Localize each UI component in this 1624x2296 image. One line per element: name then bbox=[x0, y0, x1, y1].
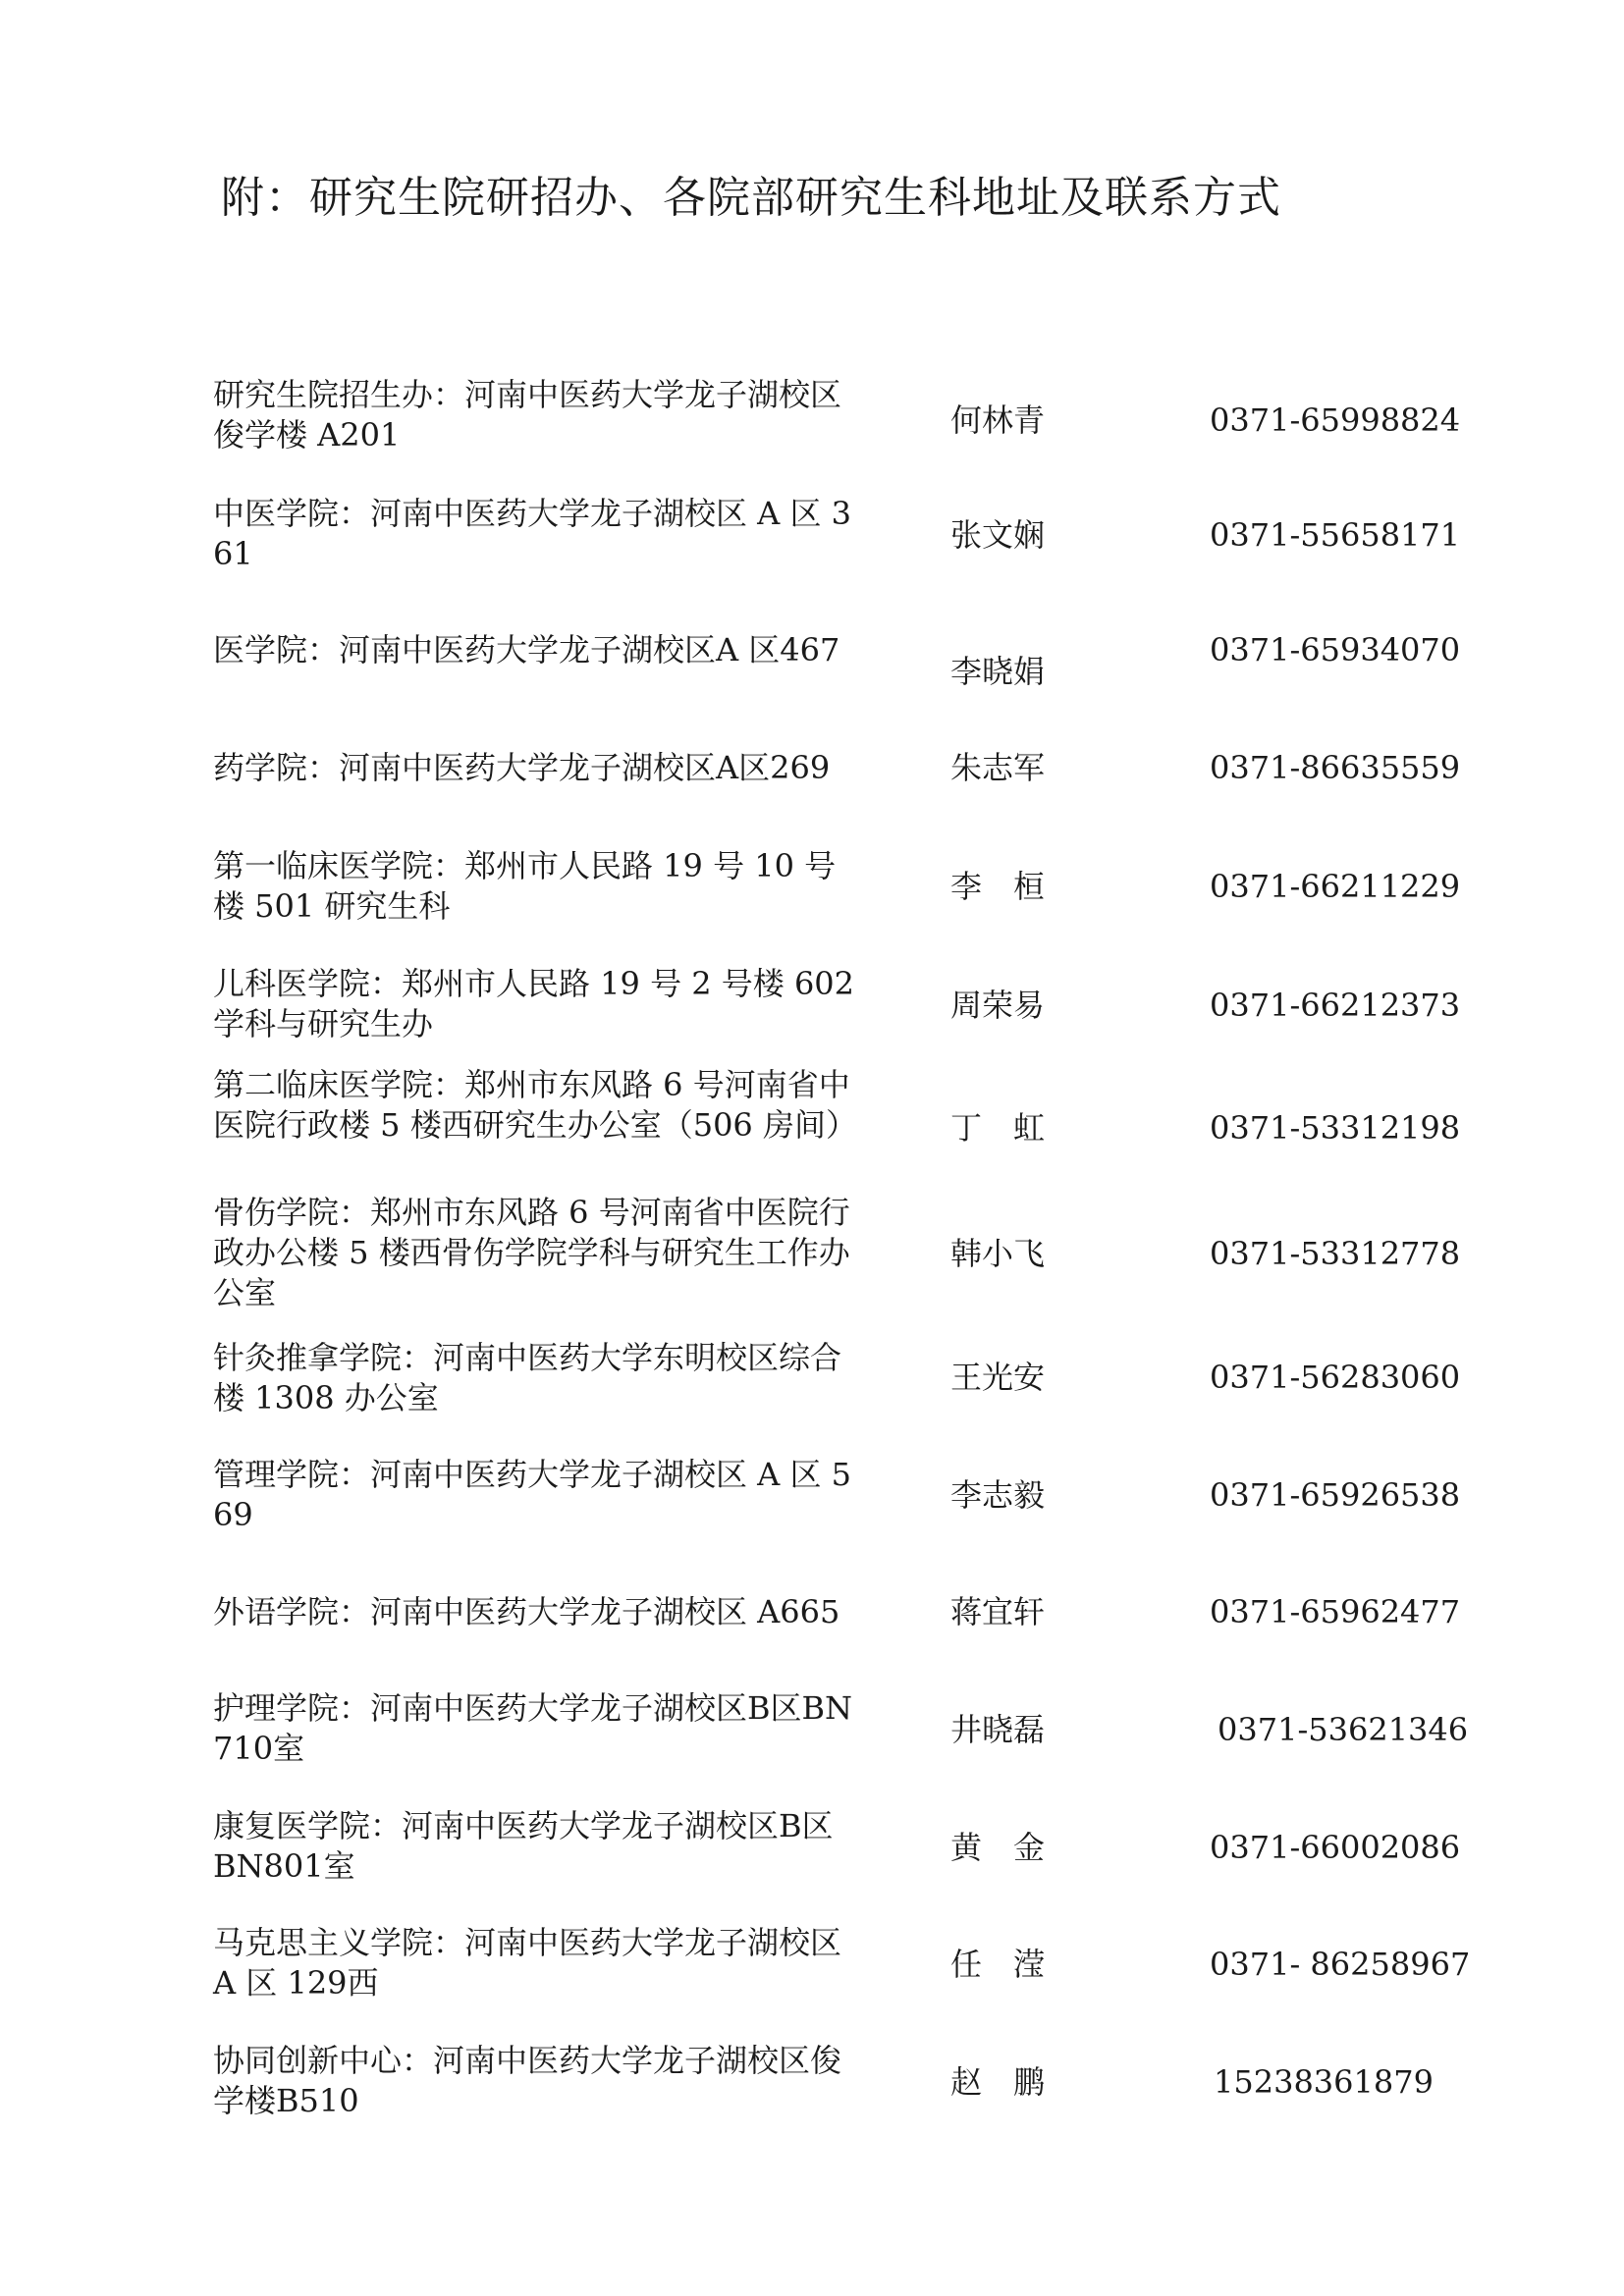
contact-person: 张文娴 bbox=[950, 516, 1046, 554]
contact-person: 李志毅 bbox=[950, 1476, 1046, 1514]
phone-number: 0371-65998824 bbox=[1210, 401, 1461, 439]
contact-person: 井晓磊 bbox=[950, 1711, 1046, 1748]
contact-person: 李晓娟 bbox=[950, 653, 1046, 690]
contact-person: 任 滢 bbox=[950, 1946, 1046, 1983]
office-address: 管理学院：河南中医药大学龙子湖校区 A 区 569 bbox=[213, 1456, 851, 1533]
contact-person: 李 桓 bbox=[950, 868, 1046, 905]
phone-number: 0371-53621346 bbox=[1218, 1711, 1469, 1748]
phone-number: 0371-55658171 bbox=[1210, 516, 1461, 554]
office-address: 马克思主义学院：河南中医药大学龙子湖校区 A 区 129西 bbox=[213, 1924, 842, 2002]
office-address: 儿科医学院：郑州市人民路 19 号 2 号楼 602 学科与研究生办 bbox=[213, 965, 855, 1042]
office-address: 骨伤学院：郑州市东风路 6 号河南省中医院行政办公楼 5 楼西骨伤学院学科与研究生工作办公室 bbox=[213, 1194, 850, 1311]
contact-person: 韩小飞 bbox=[950, 1235, 1046, 1272]
office-address: 康复医学院：河南中医药大学龙子湖校区B区BN801室 bbox=[213, 1807, 834, 1885]
phone-number: 0371-56283060 bbox=[1210, 1359, 1461, 1396]
phone-number: 0371-86635559 bbox=[1210, 749, 1461, 786]
phone-number: 0371-65934070 bbox=[1210, 631, 1461, 668]
page-title: 附：研究生院研招办、各院部研究生科地址及联系方式 bbox=[221, 173, 1281, 223]
phone-number: 0371-65962477 bbox=[1210, 1593, 1461, 1630]
office-address: 中医学院：河南中医药大学龙子湖校区 A 区 361 bbox=[213, 495, 851, 572]
contact-person: 何林青 bbox=[950, 401, 1046, 439]
office-address: 第二临床医学院：郑州市东风路 6 号河南省中医院行政楼 5 楼西研究生办公室（506 房间） bbox=[213, 1066, 857, 1144]
contact-person: 王光安 bbox=[950, 1359, 1046, 1396]
contact-person: 周荣易 bbox=[950, 987, 1046, 1024]
office-address: 研究生院招生办：河南中医药大学龙子湖校区俊学楼 A201 bbox=[213, 376, 842, 454]
office-address: 协同创新中心：河南中医药大学龙子湖校区俊学楼B510 bbox=[213, 2042, 842, 2119]
contact-person: 黄 金 bbox=[950, 1829, 1046, 1866]
office-address: 药学院：河南中医药大学龙子湖校区A区269 bbox=[213, 749, 831, 786]
phone-number: 0371- 86258967 bbox=[1210, 1946, 1471, 1983]
phone-number: 0371-66002086 bbox=[1210, 1829, 1461, 1866]
contact-person: 蒋宜轩 bbox=[950, 1593, 1046, 1630]
phone-number: 0371-66212373 bbox=[1210, 987, 1461, 1024]
phone-number: 0371-53312198 bbox=[1210, 1109, 1461, 1147]
phone-number: 0371-66211229 bbox=[1210, 868, 1461, 905]
office-address: 护理学院：河南中医药大学龙子湖校区B区BN710室 bbox=[213, 1689, 853, 1767]
contact-person: 赵 鹏 bbox=[950, 2063, 1046, 2101]
phone-number: 0371-53312778 bbox=[1210, 1235, 1461, 1272]
phone-number: 15238361879 bbox=[1214, 2063, 1434, 2101]
phone-number: 0371-65926538 bbox=[1210, 1476, 1461, 1514]
office-address: 针灸推拿学院：河南中医药大学东明校区综合楼 1308 办公室 bbox=[213, 1339, 842, 1416]
contact-person: 丁 虹 bbox=[950, 1109, 1046, 1147]
office-address: 外语学院：河南中医药大学龙子湖校区 A665 bbox=[213, 1593, 840, 1630]
contact-person: 朱志军 bbox=[950, 749, 1046, 786]
office-address: 医学院：河南中医药大学龙子湖校区A 区467 bbox=[213, 631, 840, 668]
office-address: 第一临床医学院：郑州市人民路 19 号 10 号楼 501 研究生科 bbox=[213, 847, 837, 925]
